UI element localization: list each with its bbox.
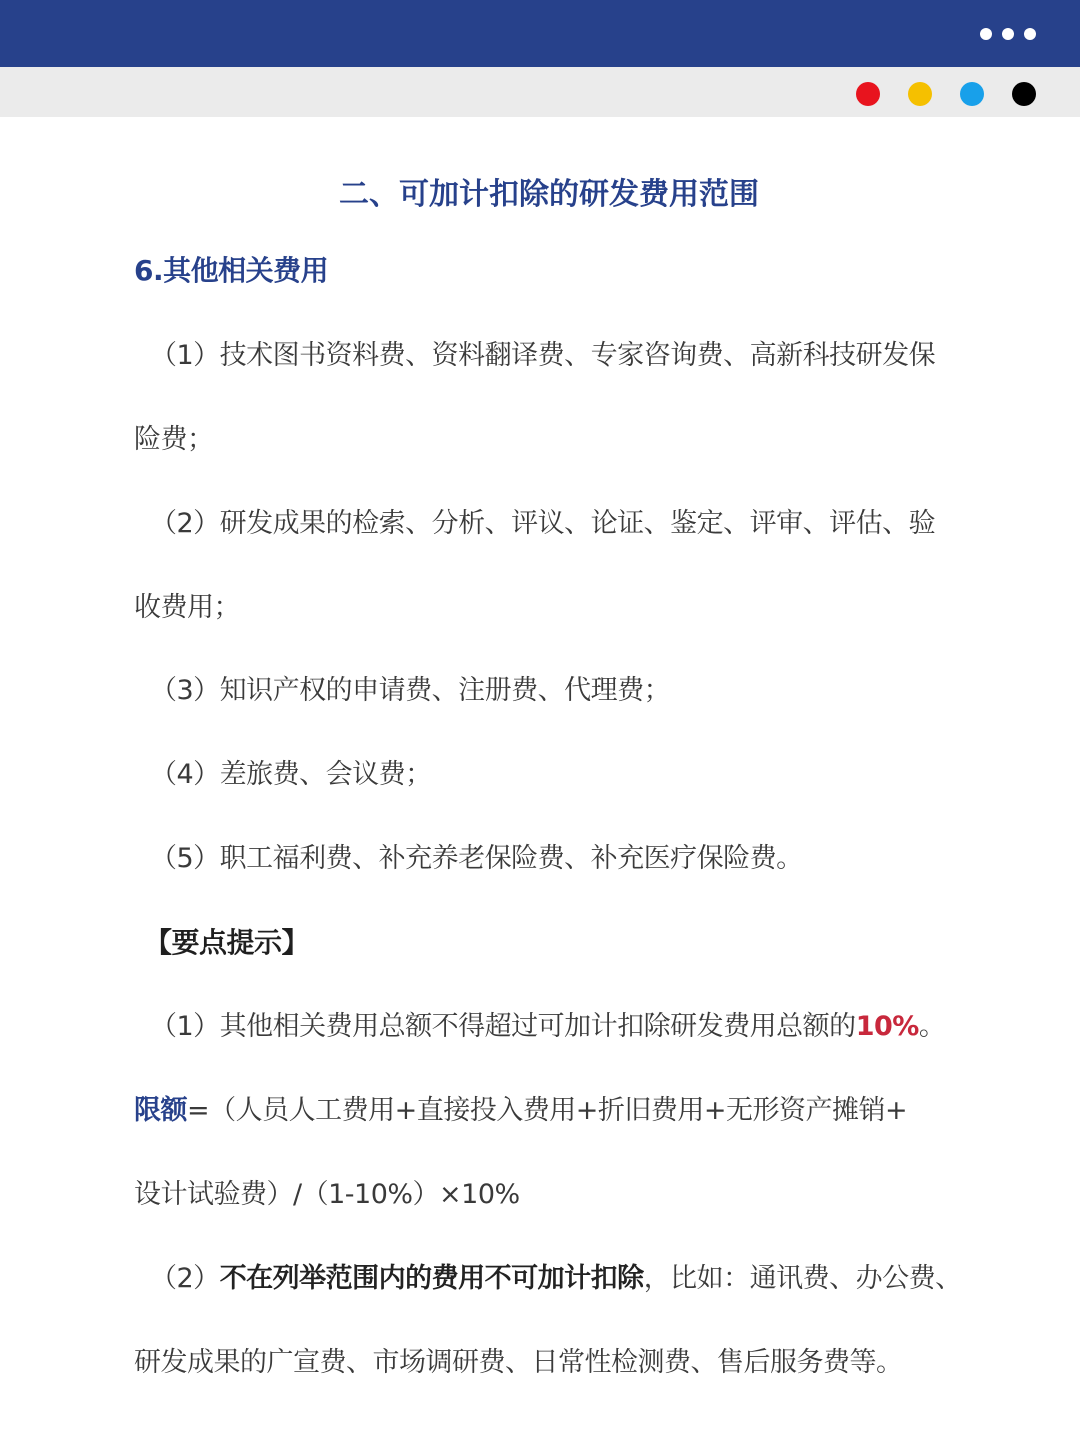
limit-line-1	[134, 1093, 907, 1129]
yellow-dot	[908, 82, 932, 106]
item-3: （3）知识产权的申请费、注册费、代理费；	[150, 675, 671, 706]
menu-dot	[980, 28, 992, 40]
tip-2-prefix: （2）	[150, 1263, 220, 1294]
tip-2-line-2: 研发成果的广宣费、市场调研费、日常性检测费、售后服务费等。	[134, 1347, 903, 1378]
section-heading: 6.其他相关费用	[134, 254, 329, 287]
limit-line-2: 设计试验费）/（1-10%）×10%	[134, 1179, 520, 1210]
limit-label: 限额	[134, 1095, 187, 1126]
item-2-line-2: 收费用；	[134, 592, 240, 623]
tip-1	[150, 1009, 945, 1045]
top-bar	[0, 0, 1080, 67]
tip-2-bold: 不在列举范围内的费用不可加计扣除	[219, 1263, 644, 1294]
item-1-line-1: （1）技术图书资料费、资料翻译费、专家咨询费、高新科技研发保	[150, 340, 936, 371]
limit-formula-1: =（人员人工费用+直接投入费用+折旧费用+无形资产摊销+	[187, 1095, 908, 1126]
more-horizontal-icon[interactable]	[980, 28, 1036, 40]
tip-heading: 【要点提示】	[144, 926, 310, 959]
menu-dot	[1024, 28, 1036, 40]
tip-1-highlight: 10%	[855, 1011, 919, 1042]
item-2-line-1: （2）研发成果的检索、分析、评议、论证、鉴定、评审、评估、验	[150, 508, 936, 539]
menu-dot	[1002, 28, 1014, 40]
item-5: （5）职工福利费、补充养老保险费、补充医疗保险费。	[150, 843, 803, 874]
red-dot	[856, 82, 880, 106]
color-dot-bar	[0, 67, 1080, 117]
tip-2-rest: ，比如：通讯费、办公费、	[643, 1263, 962, 1294]
tip-1-text: （1）其他相关费用总额不得超过可加计扣除研发费用总额的	[150, 1011, 856, 1042]
item-1-line-2: 险费；	[134, 424, 214, 455]
item-4: （4）差旅费、会议费；	[150, 759, 432, 790]
tip-1-end: 。	[918, 1011, 946, 1042]
tip-2-line-1	[150, 1261, 962, 1297]
blue-dot	[960, 82, 984, 106]
black-dot	[1012, 82, 1036, 106]
page-title: 二、可加计扣除的研发费用范围	[339, 177, 759, 212]
